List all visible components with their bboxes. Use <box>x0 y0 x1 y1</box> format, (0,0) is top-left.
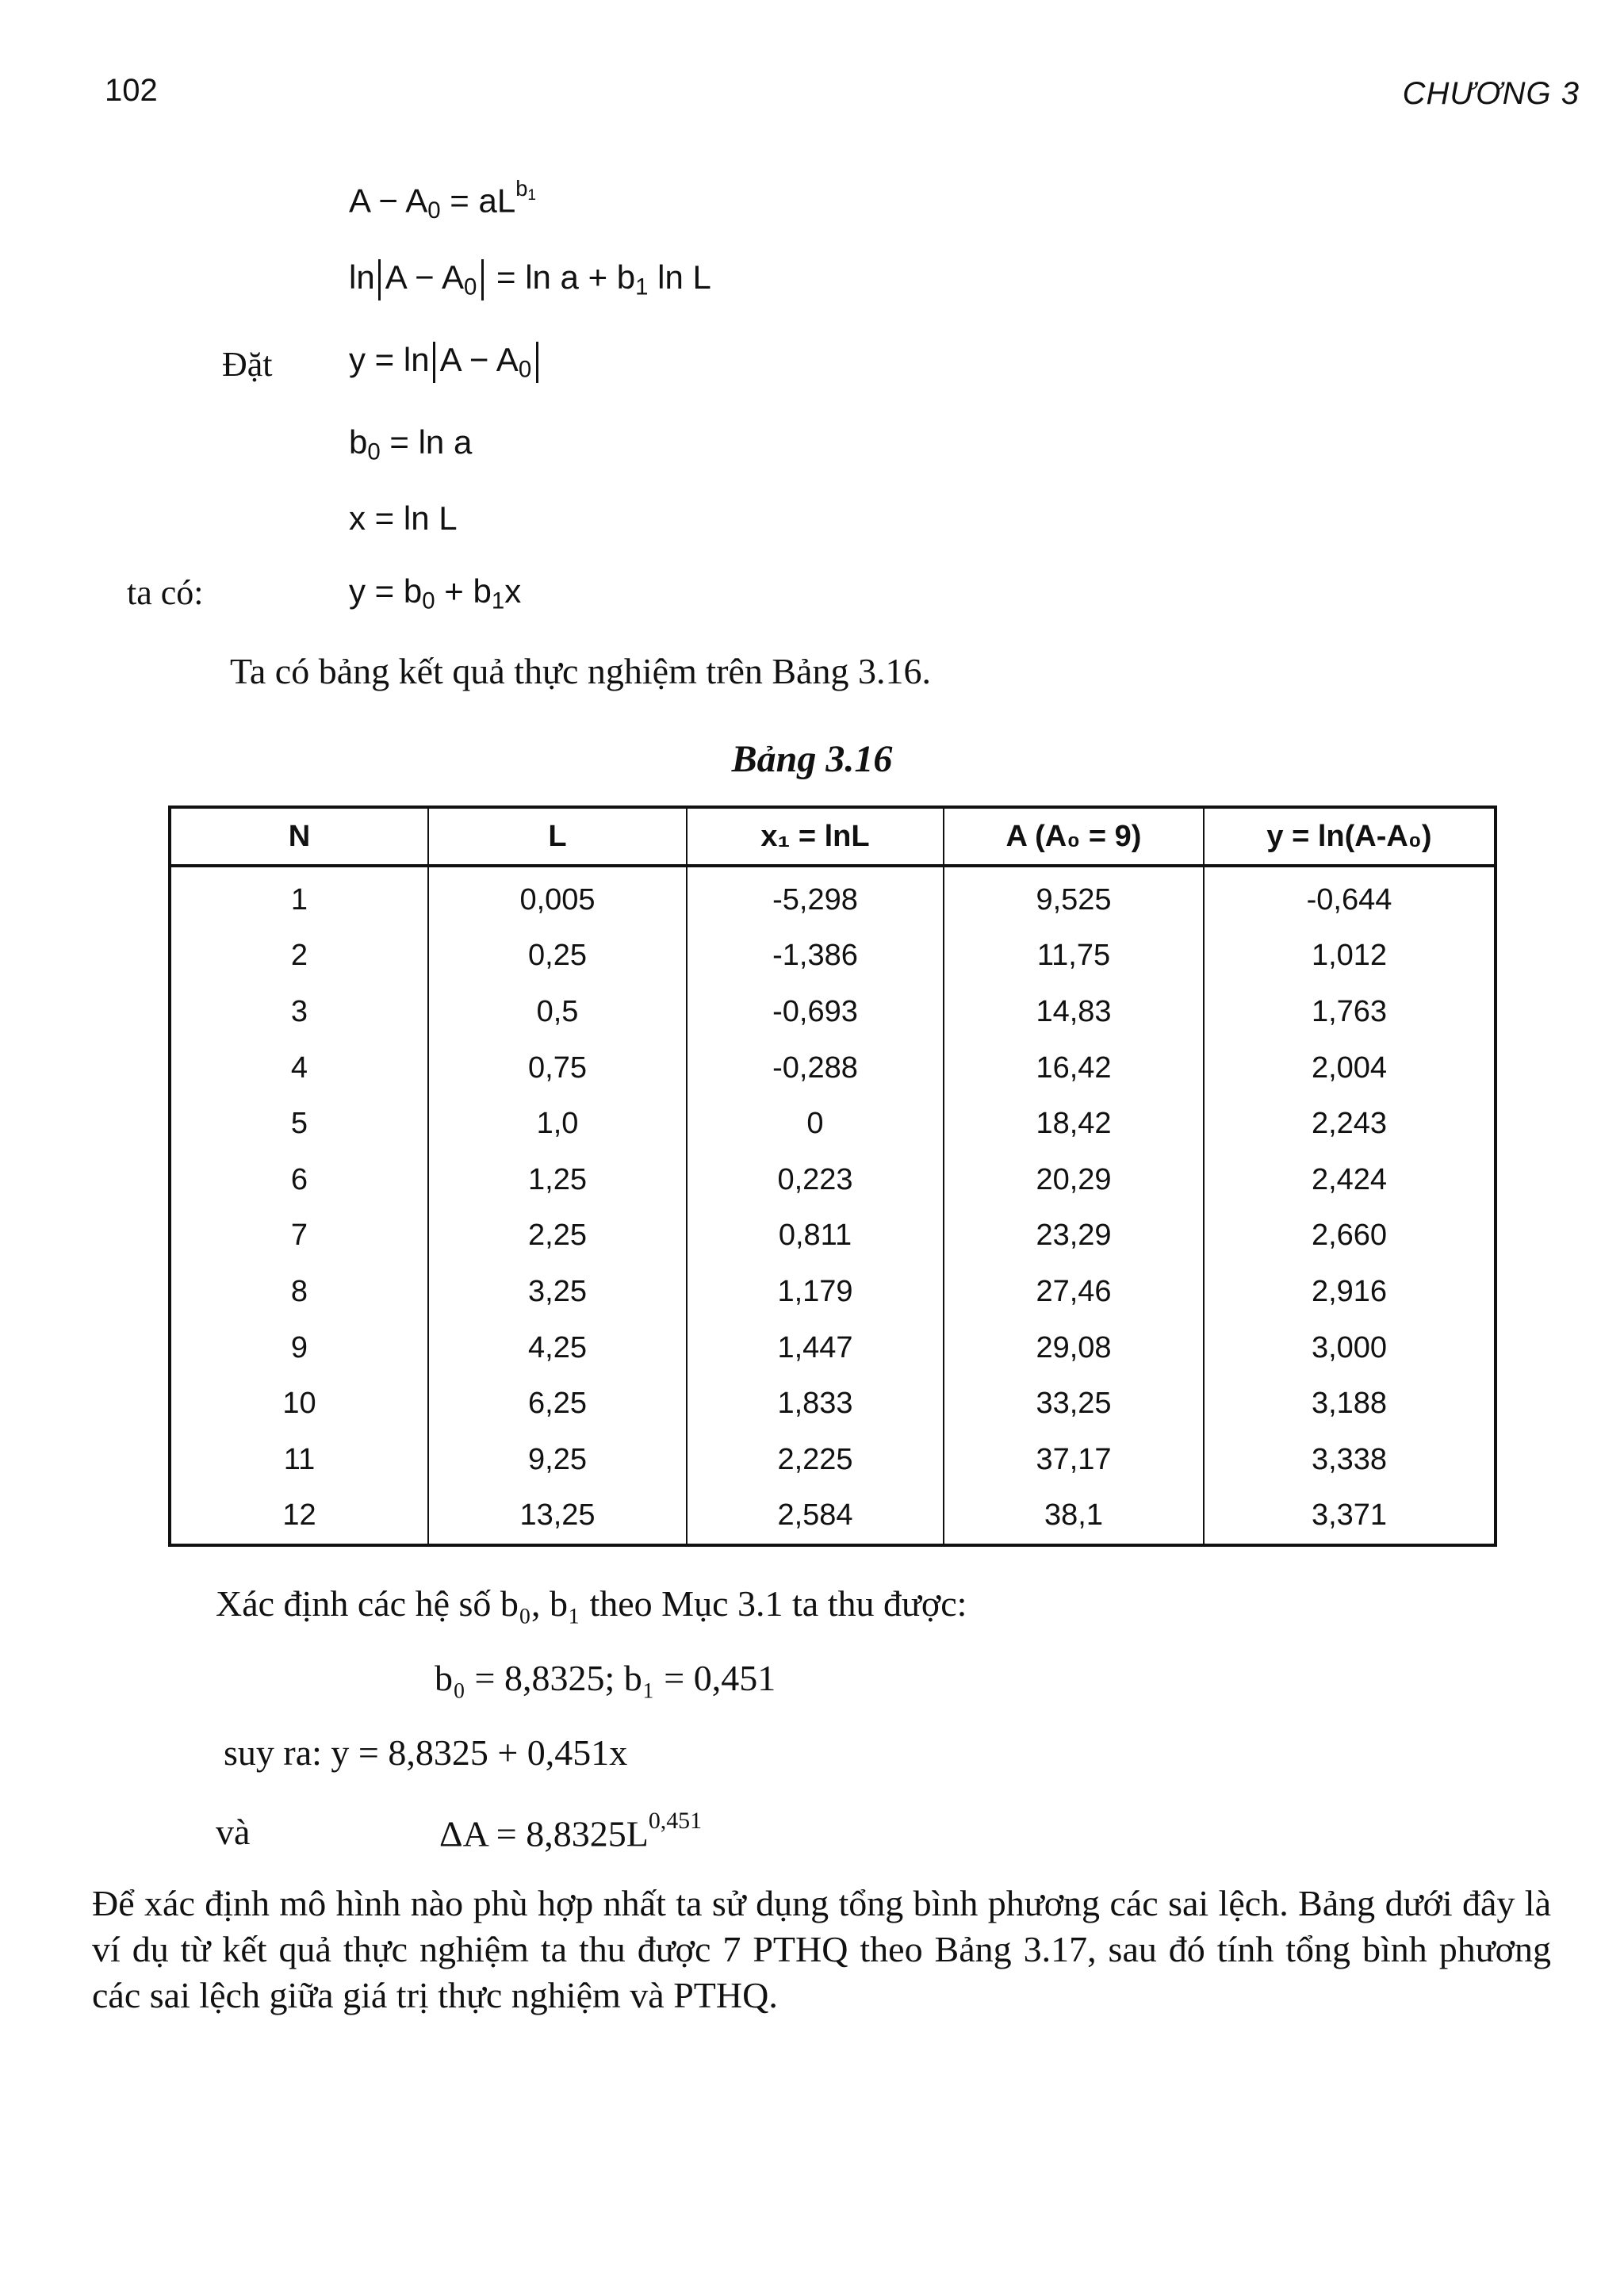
label-ta-co: ta có: <box>127 573 204 612</box>
table-body <box>170 866 1496 1545</box>
table-row <box>170 1432 1496 1488</box>
cell-y: 1,012 <box>1204 928 1496 985</box>
table-header-row <box>170 807 1496 866</box>
cell-x: -0,288 <box>687 1040 944 1096</box>
formula-log-model: $\ln A - A_0 = \ln a + b_1$ ln L <box>349 258 711 300</box>
formula-y-def: $y = \ln A - A_0$ <box>349 341 542 383</box>
chapter-title: CHƯƠNG 3 <box>1402 76 1580 111</box>
result-equation: suy ra: y = 8,8325 + 0,451x <box>224 1732 628 1773</box>
cell-l: 4,25 <box>428 1320 687 1376</box>
table-row <box>170 1320 1496 1376</box>
page-header <box>0 73 1624 121</box>
table-row <box>170 1040 1496 1096</box>
table-caption: Bảng 3.16 <box>731 738 893 780</box>
cell-l: 1,25 <box>428 1152 687 1208</box>
cell-x: 0 <box>687 1096 944 1152</box>
cell-x: 1,447 <box>687 1320 944 1376</box>
results-table <box>168 806 1497 1547</box>
cell-l: 9,25 <box>428 1432 687 1488</box>
cell-x: 2,584 <box>687 1488 944 1546</box>
coef-values: b₀ = 8,8325; b₁ = 0,451 <box>435 1658 776 1698</box>
cell-n: 11 <box>170 1432 428 1488</box>
cell-l: 6,25 <box>428 1376 687 1432</box>
cell-y: 3,338 <box>1204 1432 1496 1488</box>
cell-a: 16,42 <box>944 1040 1204 1096</box>
cell-a: 11,75 <box>944 928 1204 985</box>
table-row <box>170 984 1496 1040</box>
cell-a: 29,08 <box>944 1320 1204 1376</box>
cell-x: 2,225 <box>687 1432 944 1488</box>
cell-x: -1,386 <box>687 928 944 985</box>
cell-a: 23,29 <box>944 1208 1204 1265</box>
formula-power-model: $A - A_0 = aL^{b_1}$ <box>349 176 537 224</box>
cell-n: 9 <box>170 1320 428 1376</box>
page-number: 102 <box>105 73 158 108</box>
cell-n: 4 <box>170 1040 428 1096</box>
cell-x: -0,693 <box>687 984 944 1040</box>
cell-n: 5 <box>170 1096 428 1152</box>
col-header-l: L <box>428 807 687 866</box>
table-row <box>170 1376 1496 1432</box>
label-va: và <box>216 1812 251 1852</box>
cell-l: 0,25 <box>428 928 687 985</box>
table-row <box>170 1096 1496 1152</box>
cell-a: 37,17 <box>944 1432 1204 1488</box>
cell-x: 0,223 <box>687 1152 944 1208</box>
table-row <box>170 1488 1496 1546</box>
cell-x: -5,298 <box>687 866 944 928</box>
col-header-a: A (A₀ = 9) <box>944 807 1204 866</box>
cell-n: 6 <box>170 1152 428 1208</box>
cell-y: 2,243 <box>1204 1096 1496 1152</box>
cell-l: 3,25 <box>428 1264 687 1320</box>
cell-y: 2,004 <box>1204 1040 1496 1096</box>
cell-y: 3,371 <box>1204 1488 1496 1546</box>
delta-equation: $\Delta A = 8,8325L^{0,451}$ <box>439 1808 703 1854</box>
cell-x: 1,833 <box>687 1376 944 1432</box>
cell-y: 2,660 <box>1204 1208 1496 1265</box>
cell-y: 3,188 <box>1204 1376 1496 1432</box>
cell-l: 0,5 <box>428 984 687 1040</box>
cell-n: 7 <box>170 1208 428 1265</box>
closing-paragraph: Để xác định mô hình nào phù hợp nhất ta sử dụng tổng bình phương các sai lệch. Bảng dưới đây là ví dụ từ kết quả thực nghiệm ta thu được 7 PTHQ theo Bảng 3.17, sau đó tính tổng bình phương các sai lệch giữa giá trị thực nghiệm và PTHQ. <box>92 1883 1551 2015</box>
cell-n: 3 <box>170 984 428 1040</box>
cell-y: 2,916 <box>1204 1264 1496 1320</box>
cell-y: -0,644 <box>1204 866 1496 928</box>
cell-n: 12 <box>170 1488 428 1546</box>
cell-y: 1,763 <box>1204 984 1496 1040</box>
cell-n: 8 <box>170 1264 428 1320</box>
col-header-y: y = ln(A-A₀) <box>1204 807 1496 866</box>
formula-b0-def: $b_0 = \ln a$ <box>349 423 473 465</box>
coef-sentence: Xác định các hệ số b₀, b₁ theo Mục 3.1 ta thu được: <box>216 1583 967 1624</box>
cell-x: 1,179 <box>687 1264 944 1320</box>
cell-l: 0,75 <box>428 1040 687 1096</box>
formula-x-def: x = ln L <box>349 499 458 537</box>
intro-sentence: Ta có bảng kết quả thực nghiệm trên Bảng 3.16. <box>230 651 931 691</box>
cell-a: 14,83 <box>944 984 1204 1040</box>
table-row <box>170 1208 1496 1265</box>
formula-linear-model: $y = b_0 + b_1x$ <box>349 572 522 614</box>
cell-a: 27,46 <box>944 1264 1204 1320</box>
cell-n: 10 <box>170 1376 428 1432</box>
col-header-n: N <box>170 807 428 866</box>
label-dat: Đặt <box>222 345 273 384</box>
cell-n: 2 <box>170 928 428 985</box>
cell-n: 1 <box>170 866 428 928</box>
table-row <box>170 1152 1496 1208</box>
table-row <box>170 928 1496 985</box>
cell-l: 0,005 <box>428 866 687 928</box>
cell-a: 20,29 <box>944 1152 1204 1208</box>
cell-l: 2,25 <box>428 1208 687 1265</box>
cell-y: 3,000 <box>1204 1320 1496 1376</box>
cell-l: 1,0 <box>428 1096 687 1152</box>
cell-a: 38,1 <box>944 1488 1204 1546</box>
table-row <box>170 1264 1496 1320</box>
cell-x: 0,811 <box>687 1208 944 1265</box>
cell-y: 2,424 <box>1204 1152 1496 1208</box>
cell-a: 33,25 <box>944 1376 1204 1432</box>
table-row <box>170 866 1496 928</box>
cell-a: 9,525 <box>944 866 1204 928</box>
cell-a: 18,42 <box>944 1096 1204 1152</box>
cell-l: 13,25 <box>428 1488 687 1546</box>
col-header-x: x₁ = lnL <box>687 807 944 866</box>
